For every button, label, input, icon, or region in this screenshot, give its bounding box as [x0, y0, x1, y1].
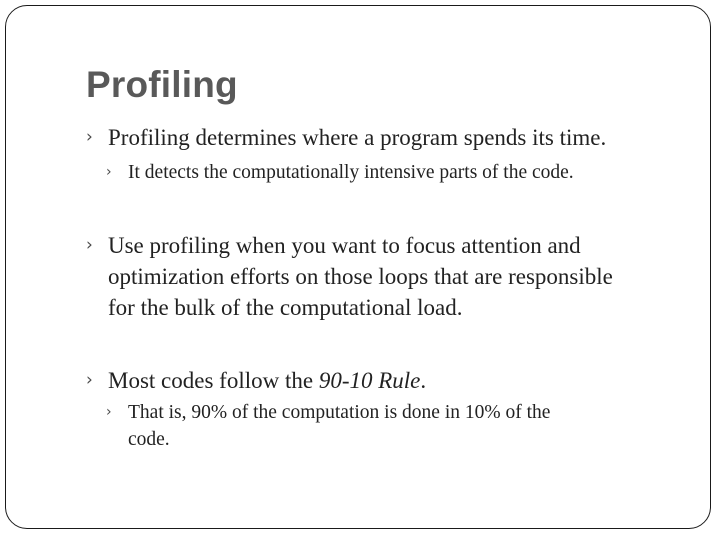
bullet-text: Profiling determines where a program spends its time.	[108, 125, 607, 150]
rule-name: 90-10 Rule	[318, 368, 421, 393]
bullet-that-is	[106, 399, 550, 453]
bullet-90-10-rule	[86, 365, 426, 396]
bullet-text: It detects the computationally intensive parts of the code.	[128, 162, 574, 183]
bullet-text-line: for the bulk of the computational load.	[108, 295, 463, 320]
bullet-profiling-determines	[86, 122, 606, 153]
bullet-arrow-icon: ›	[86, 370, 93, 390]
bullet-detects-intensive-parts	[106, 159, 574, 186]
bullet-text: .	[420, 368, 427, 393]
bullet-text-line: code.	[128, 429, 170, 450]
bullet-text: Most codes follow the	[108, 368, 319, 393]
bullet-arrow-icon: ›	[106, 404, 112, 420]
slide-title: Profiling	[86, 64, 238, 105]
bullet-text-line: That is, 90% of the computation is done in 10% of the	[128, 402, 551, 423]
bullet-arrow-icon: ›	[106, 164, 112, 180]
bullet-arrow-icon: ›	[86, 127, 93, 147]
slide-frame	[5, 5, 711, 529]
bullet-text-line: Use profiling when you want to focus attention and	[108, 233, 581, 258]
bullet-use-profiling	[86, 230, 613, 323]
bullet-arrow-icon: ›	[86, 235, 93, 255]
bullet-text-line: optimization efforts on those loops that are responsible	[108, 264, 613, 289]
